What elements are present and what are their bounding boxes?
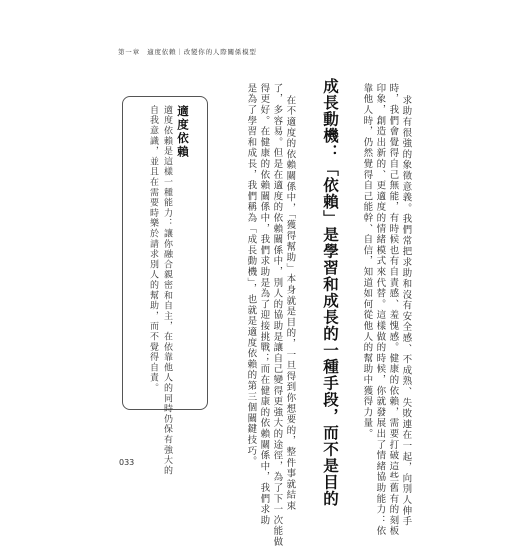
page-number: 033	[119, 458, 135, 467]
paragraph-line: 時，我們會覺得自己無能，有時候也有自責感、羞愧感。健康的依賴，需要打破這些舊有的刻板	[387, 83, 399, 537]
paragraph-line: 靠他人時，仍然覺得自己能幹、自信，知道如何從他人的幫助中獲得力量。	[361, 83, 373, 440]
paragraph-line: 印象，創造出新的、更適度的情緒模式來代替。這樣做的時候，你就發展出了情緒協助能力：依	[374, 83, 386, 537]
definition-box-line: 自我意識，並且在需要時樂於請求別人的幫助，而不覺得自責。	[148, 105, 158, 394]
section-heading: 成長動機：「依賴」是學習和成長的一種手段，而不是目的	[321, 78, 340, 507]
paragraph-line: 求助有很強的象徵意義。我們常把求助和沒有安全感、不成熟、失敗連在一起，向別人伸手	[400, 95, 412, 527]
definition-box-title: 適度依賴	[176, 105, 190, 159]
paragraph-line: 是為了學習和成長，我們稱為「成長動機」，也就是適度依賴的第三個關鍵技巧。	[245, 83, 257, 468]
paragraph-line: 在不適度的依賴關係中，「獲得幫助」本身就是目的，一旦得到你想要的，整件事就結束	[284, 95, 296, 512]
paragraph-line: 得更好。在健康的依賴關係中，我們求助是為了迎接挑戰；而在健康的依賴關係中，我們求助	[258, 83, 270, 526]
definition-box-line: 適度依賴是這樣一種能力：讓你融合親密和自主，在依靠他人的同時仍保有強大的	[162, 105, 172, 476]
running-header: 第一章 適度依賴｜改變你的人際關係模型	[118, 48, 257, 56]
paragraph-line: 了，多容易。但是在適度的依賴關係中，別人的協助是讓自己變得更強大的途徑，為了下一次能做	[271, 83, 283, 547]
